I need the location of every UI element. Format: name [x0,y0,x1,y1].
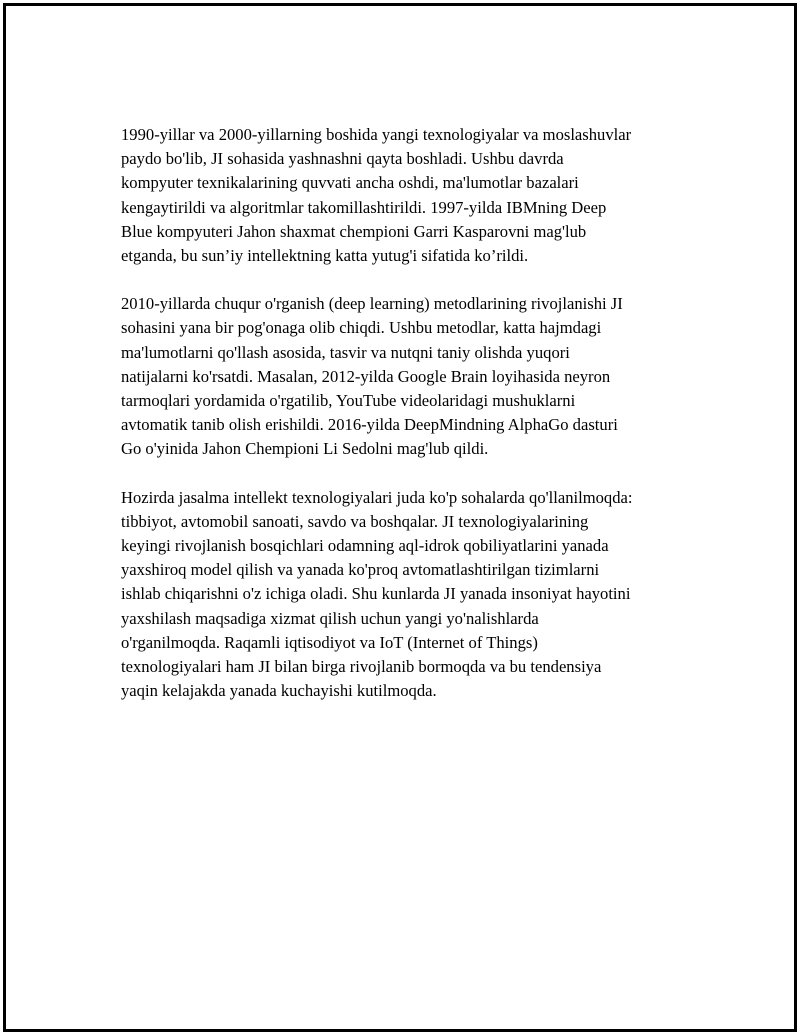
document-body [121,123,701,727]
document-page [3,3,797,1032]
paragraph-2: 2010-yillarda chuqur o'rganish (deep learning) metodlarining rivojlanishi JI sohasini yana bir pog'onaga olib chiqdi. Ushbu metodlar, katta hajmdagi ma'lumotlarni qo'llash asosida, tasvir va nutqni taniy olishda yuqori natijalarni ko'rsatdi. Masalan, 2012-yilda Google Brain loyihasida neyron tarmoqlari yordamida o'rgatilib, YouTube videolaridagi mushuklarni avtomatik tanib olish erishildi. 2016-yilda DeepMindning AlphaGo dasturi Go o'yinida Jahon Chempioni Li Sedolni mag'lub qildi. [121,294,623,459]
paragraph-3: Hozirda jasalma intellekt texnologiyalari juda ko'p sohalarda qo'llanilmoqda: tibbiyot, avtomobil sanoati, savdo va boshqalar. JI texnologiyalarining keyingi rivojlanish bosqichlari odamning aql-idrok qobiliyatlarini yanada yaxshiroq model qilish va yanada ko'proq avtomatlashtirilgan tizimlarni ishlab chiqarishni o'z ichiga oladi. Shu kunlarda JI yanada insoniyat hayotini yaxshilash maqsadiga xizmat qilish uchun yangi yo'nalishlarda o'rganilmoqda. Raqamli iqtisodiyot va IoT (Internet of Things) texnologiyalari ham JI bilan birga rivojlanib bormoqda va bu tendensiya yaqin kelajakda yanada kuchayishi kutilmoqda. [121,487,633,701]
paragraph-1: 1990-yillar va 2000-yillarning boshida yangi texnologiyalar va moslashuvlar paydo bo'lib, JI sohasida yashnashni qayta boshladi. Ushbu davrda kompyuter texnikalarining quvvati ancha oshdi, ma'lumotlar bazalari kengaytirildi va algoritmlar takomillashtirildi. 1997-yilda IBMning Deep Blue kompyuteri Jahon shaxmat chempioni Garri Kasparovni mag'lub etganda, bu sun’iy intellektning katta yutug'i sifatida ko’rildi. [121,125,632,266]
